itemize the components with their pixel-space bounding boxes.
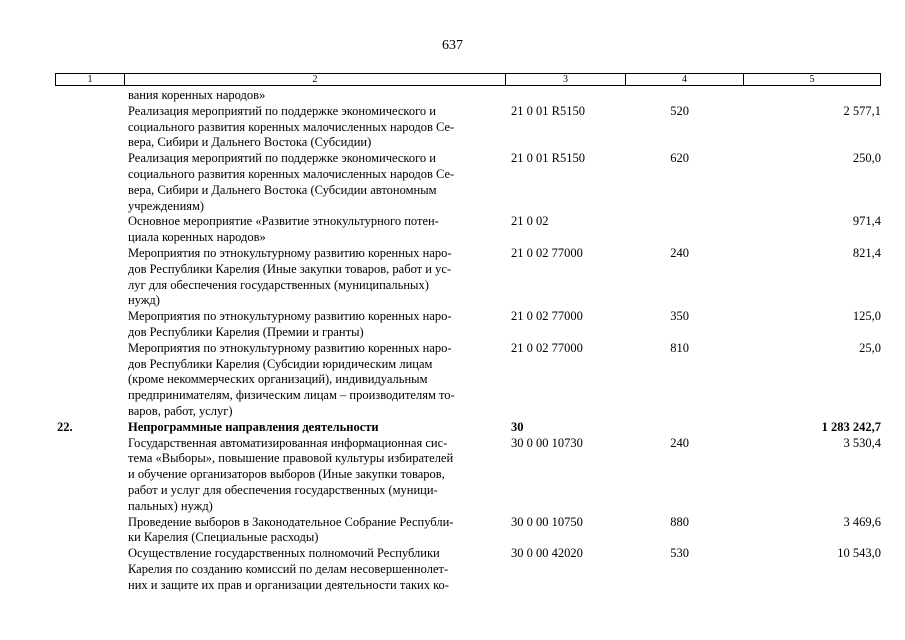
table-row: [55, 515, 881, 547]
header-col-2: 2: [124, 74, 505, 85]
row-number: [55, 436, 128, 515]
row-code: 21 0 01 R5150: [511, 103, 585, 118]
row-spacer: [689, 436, 744, 515]
row-spacer: [689, 546, 744, 593]
row-type: 240: [670, 245, 689, 260]
row-number: [55, 88, 128, 104]
table-row: [55, 104, 881, 151]
row-number: [55, 515, 128, 547]
row-spacer: [689, 309, 744, 341]
row-code: 21 0 02: [511, 214, 549, 229]
header-col-1: 1: [87, 74, 93, 85]
table-body: [55, 88, 881, 594]
row-amount: 125,0: [852, 309, 881, 324]
row-amount: 2 577,1: [843, 103, 881, 118]
row-code: 30 0 00 42020: [511, 546, 583, 561]
row-number: [55, 309, 128, 341]
table-row: [55, 546, 881, 593]
row-name: Мероприятия по этнокультурному развитию коренных наро- дов Республики Карелия (Субсидии юридическим лицам (кроме некоммерческих организаций), индивидуальным предпринимателям, физическим лицам – производителям то- варов, работ, услуг): [128, 340, 455, 418]
row-name: Основное мероприятие «Развитие этнокультурного потен- циала коренных народов»: [128, 214, 439, 245]
row-name: Мероприятия по этнокультурному развитию коренных наро- дов Республики Карелия (Премии и гранты): [128, 309, 452, 339]
row-spacer: [689, 151, 744, 214]
row-amount: 1 283 242,7: [821, 419, 881, 434]
row-amount: 821,4: [852, 245, 881, 260]
row-type: 520: [670, 103, 689, 118]
row-amount: 250,0: [852, 151, 881, 166]
page-number: 637: [442, 38, 463, 53]
row-number: [55, 546, 128, 593]
row-type: [629, 420, 689, 436]
row-spacer: [689, 214, 744, 246]
row-code: 21 0 02 77000: [511, 340, 583, 355]
row-spacer: [689, 104, 744, 151]
table-row: [55, 309, 881, 341]
row-number: 22.: [57, 419, 73, 434]
row-type: 350: [670, 309, 689, 324]
row-spacer: [689, 88, 744, 104]
row-type: 620: [670, 151, 689, 166]
table-row: [55, 151, 881, 214]
table-row: [55, 246, 881, 309]
table-row: [55, 341, 881, 420]
row-spacer: [689, 515, 744, 547]
row-amount: 3 469,6: [843, 514, 881, 529]
row-number: [55, 104, 128, 151]
table-row: [55, 88, 881, 104]
row-type: [629, 214, 689, 246]
row-code: 30 0 00 10730: [511, 435, 583, 450]
row-amount: [744, 88, 881, 104]
row-code: 21 0 02 77000: [511, 309, 583, 324]
table-row: [55, 420, 881, 436]
row-spacer: [689, 246, 744, 309]
row-name: Государственная автоматизированная информационная сис- тема «Выборы», повышение правовой культуры избирателей и обучение организаторов выборов (Иные закупки товаров, работ и услуг для обеспечения государственных (муници- пальных) нужд): [128, 435, 454, 513]
row-amount: 10 543,0: [837, 546, 881, 561]
table-header: [55, 73, 881, 86]
row-amount: 25,0: [859, 340, 881, 355]
row-code: [509, 88, 629, 104]
row-spacer: [689, 420, 744, 436]
row-number: [55, 151, 128, 214]
row-amount: 3 530,4: [843, 435, 881, 450]
row-spacer: [689, 341, 744, 420]
row-type: 880: [670, 514, 689, 529]
row-name: Непрограммные направления деятельности: [128, 419, 379, 434]
row-amount: 971,4: [852, 214, 881, 229]
row-name: Мероприятия по этнокультурному развитию коренных наро- дов Республики Карелия (Иные закупки товаров, работ и ус- луг для обеспечения государственных (муниципальных) нужд): [128, 245, 452, 308]
row-type: [629, 88, 689, 104]
header-col-3: 3: [505, 74, 625, 85]
row-name: Реализация мероприятий по поддержке экономического и социального развития коренных малочисленных народов Се- вера, Сибири и Дальнего Востока (Субсидии): [128, 103, 455, 150]
row-name: вания коренных народов»: [128, 88, 266, 102]
row-number: [55, 214, 128, 246]
row-type: 810: [670, 340, 689, 355]
header-col-4: 4: [625, 74, 743, 85]
table-row: [55, 436, 881, 515]
row-number: [55, 246, 128, 309]
row-name: Проведение выборов в Законодательное Собрание Республи- ки Карелия (Специальные расходы): [128, 514, 454, 545]
header-col-5: 5: [743, 74, 880, 85]
row-name: Осуществление государственных полномочий Республики Карелия по созданию комиссий по делам несовершеннолет- них и защите их прав и организации деятельности таких ко-: [128, 546, 449, 592]
table-row: [55, 214, 881, 246]
row-type: 530: [670, 546, 689, 561]
row-name: Реализация мероприятий по поддержке экономического и социального развития коренных малочисленных народов Се- вера, Сибири и Дальнего Востока (Субсидии автономным учреждениям): [128, 151, 455, 213]
row-type: 240: [670, 435, 689, 450]
row-code: 30 0 00 10750: [511, 514, 583, 529]
row-code: 21 0 01 R5150: [511, 151, 585, 166]
row-number: [55, 341, 128, 420]
row-code: 30: [511, 419, 524, 434]
row-code: 21 0 02 77000: [511, 245, 583, 260]
